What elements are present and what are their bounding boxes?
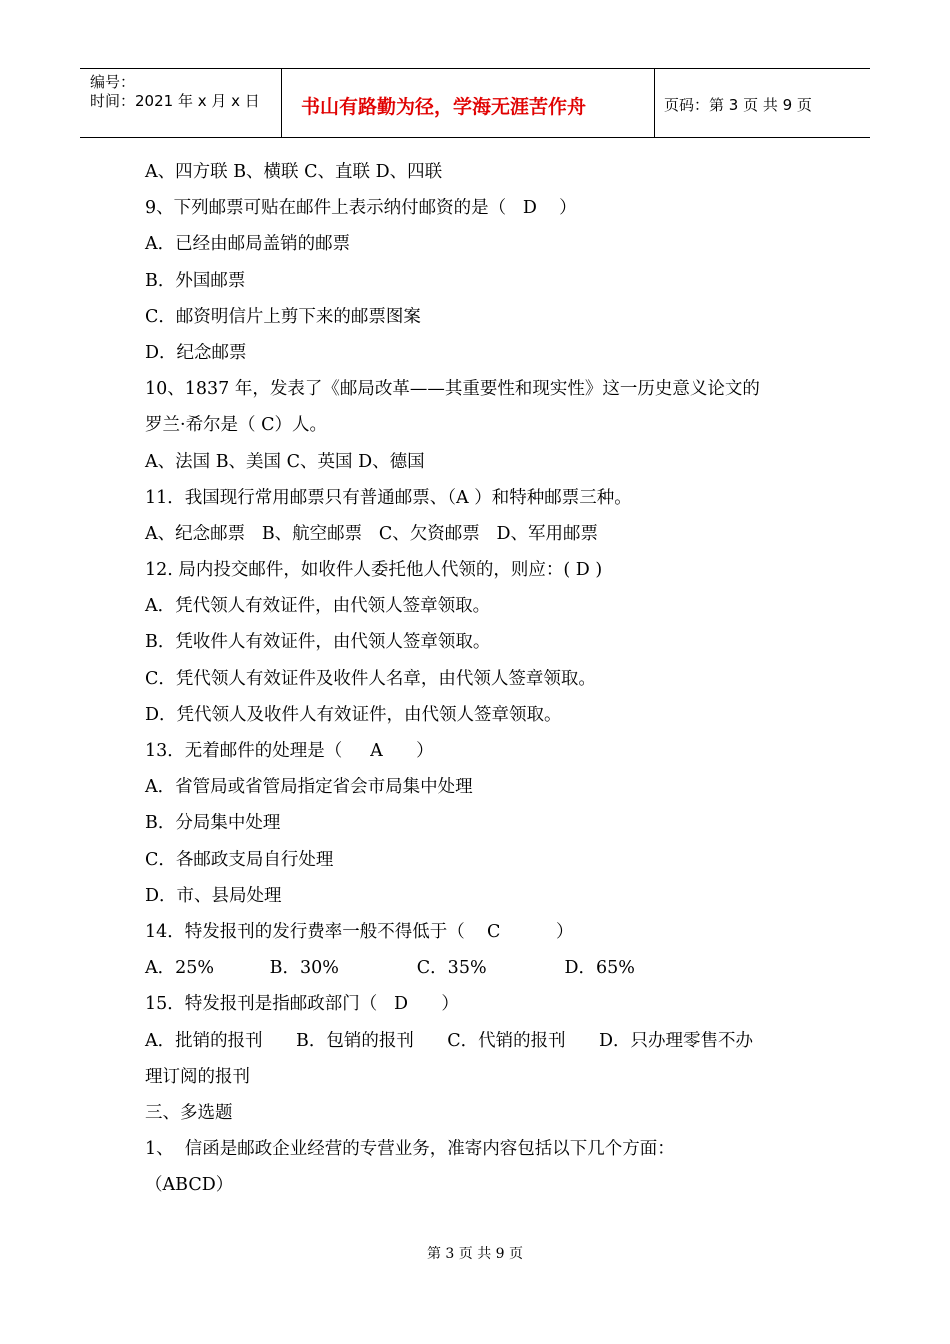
- document-time-label: 时间：2021 年 x 月 x 日: [90, 92, 260, 110]
- text-line: C．各邮政支局自行处理: [145, 849, 334, 870]
- text-line: D．市、县局处理: [145, 885, 282, 906]
- header-page-info: 页码：第 3 页 共 9 页: [664, 96, 812, 114]
- question-15: 15．特发报刊是指邮政部门（ D ）: [145, 994, 459, 1015]
- text-line: B．外国邮票: [145, 270, 246, 291]
- text-line: （ABCD）: [145, 1175, 234, 1196]
- section-heading: 三、多选题: [145, 1102, 233, 1123]
- page-header: [80, 68, 870, 138]
- text-line: D．凭代领人及收件人有效证件，由代领人签章领取。: [145, 704, 562, 725]
- question-14: 14．特发报刊的发行费率一般不得低于（ C ）: [145, 921, 574, 942]
- question-10: 10、1837 年，发表了《邮局改革——其重要性和现实性》这一历史意义论文的: [145, 379, 760, 400]
- question-13: 13．无着邮件的处理是（ A ）: [145, 741, 434, 761]
- document-body: [145, 154, 815, 1203]
- text-line: A．批销的报刊 B．包销的报刊 C．代销的报刊 D．只办理零售不办: [145, 1030, 754, 1051]
- text-line: B．分局集中处理: [145, 813, 281, 834]
- text-line: B．凭收件人有效证件，由代领人签章领取。: [145, 632, 491, 653]
- question-9: 9、下列邮票可贴在邮件上表示纳付邮资的是（ D ）: [145, 198, 577, 219]
- text-line: 罗兰·希尔是（ C）人。: [145, 415, 328, 436]
- text-line: C．凭代领人有效证件及收件人名章，由代领人签章领取。: [145, 668, 596, 689]
- question-11: 11．我国现行常用邮票只有普通邮票、（A ）和特种邮票三种。: [145, 487, 632, 508]
- text-line: A、纪念邮票 B、航空邮票 C、欠资邮票 D、军用邮票: [145, 523, 598, 544]
- header-motto-cell: [282, 69, 655, 137]
- header-motto: 书山有路勤为径，学海无涯苦作舟: [301, 96, 587, 118]
- multi-question-1: 1、 信函是邮政企业经营的专营业务，准寄内容包括以下几个方面：: [145, 1139, 675, 1160]
- text-line: A．省管局或省管局指定省会市局集中处理: [145, 777, 473, 798]
- text-line: A．25% B．30% C．35% D．65%: [145, 958, 635, 979]
- text-line: A、四方联 B、横联 C、直联 D、四联: [145, 162, 443, 182]
- text-line: A．凭代领人有效证件，由代领人签章领取。: [145, 596, 491, 617]
- page-footer: 第 3 页 共 9 页: [426, 1246, 524, 1262]
- text-line: A、法国 B、美国 C、英国 D、德国: [145, 451, 425, 472]
- text-line: 理订阅的报刊: [145, 1066, 250, 1087]
- text-line: A．已经由邮局盖销的邮票: [145, 234, 351, 255]
- question-12: 12. 局内投交邮件，如收件人委托他人代领的，则应：( D ): [145, 560, 603, 581]
- document-number-label: 编号：: [90, 73, 136, 91]
- header-info-cell: [80, 69, 282, 137]
- text-line: D．纪念邮票: [145, 342, 247, 363]
- header-page-cell: [655, 69, 870, 137]
- text-line: C．邮资明信片上剪下来的邮票图案: [145, 306, 421, 327]
